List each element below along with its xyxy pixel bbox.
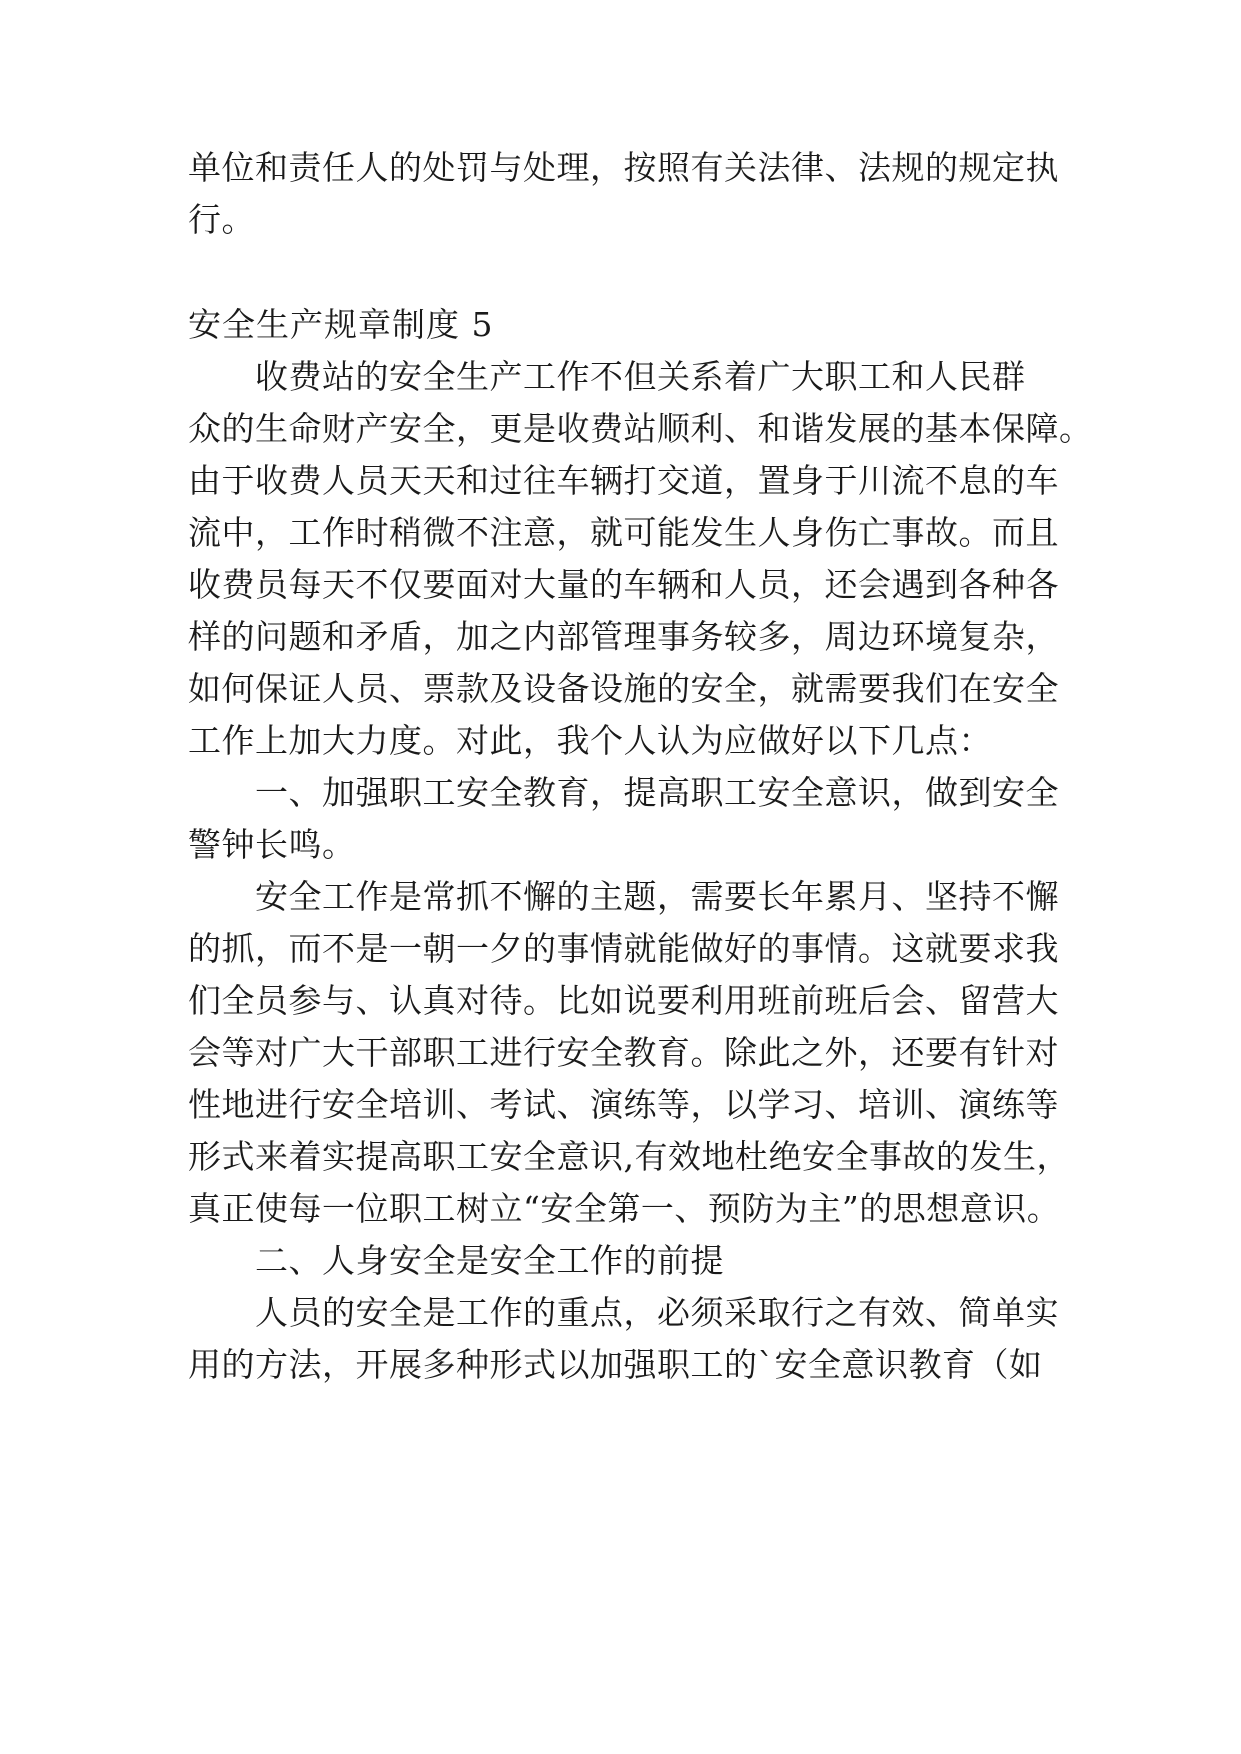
body-line: 流中，工作时稍微不注意，就可能发生人身伤亡事故。而且 xyxy=(188,513,1059,552)
body-line: 警钟长鸣。 xyxy=(188,825,356,864)
body-line: 性地进行安全培训、考试、演练等，以学习、培训、演练等 xyxy=(188,1085,1059,1124)
body-line: 收费员每天不仅要面对大量的车辆和人员，还会遇到各种各 xyxy=(188,565,1059,604)
continuation-line: 单位和责任人的处罚与处理，按照有关法律、法规的规定执 xyxy=(188,148,1059,187)
body-line: 由于收费人员天天和过往车辆打交道，置身于川流不息的车 xyxy=(188,461,1059,500)
body-line: 二、人身安全是安全工作的前提 xyxy=(188,1241,724,1280)
body-line: 们全员参与、认真对待。比如说要利用班前班后会、留营大 xyxy=(188,981,1059,1020)
body-line: 一、加强职工安全教育，提高职工安全意识，做到安全 xyxy=(188,773,1059,812)
body-line: 会等对广大干部职工进行安全教育。除此之外，还要有针对 xyxy=(188,1033,1059,1072)
body-line: 安全工作是常抓不懈的主题，需要长年累月、坚持不懈 xyxy=(188,877,1059,916)
body-line: 真正使每一位职工树立“安全第一、预防为主”的思想意识。 xyxy=(188,1189,1061,1228)
body-line: 样的问题和矛盾，加之内部管理事务较多，周边环境复杂， xyxy=(188,617,1059,656)
body-line: 工作上加大力度。对此，我个人认为应做好以下几点： xyxy=(188,721,992,760)
section-title: 安全生产规章制度 5 xyxy=(188,305,494,344)
body-line: 人员的安全是工作的重点，必须采取行之有效、简单实 xyxy=(188,1293,1059,1332)
body-line: 众的生命财产安全，更是收费站顺利、和谐发展的基本保障。 xyxy=(188,409,1093,448)
body-line: 收费站的安全生产工作不但关系着广大职工和人民群 xyxy=(188,357,1026,396)
body-line: 形式来着实提高职工安全意识,有效地杜绝安全事故的发生， xyxy=(188,1137,1070,1176)
body-line: 如何保证人员、票款及设备设施的安全，就需要我们在安全 xyxy=(188,669,1059,708)
body-line: 的抓，而不是一朝一夕的事情就能做好的事情。这就要求我 xyxy=(188,929,1059,968)
body-line: 用的方法，开展多种形式以加强职工的`安全意识教育（如 xyxy=(188,1345,1043,1384)
continuation-line: 行。 xyxy=(188,200,255,239)
